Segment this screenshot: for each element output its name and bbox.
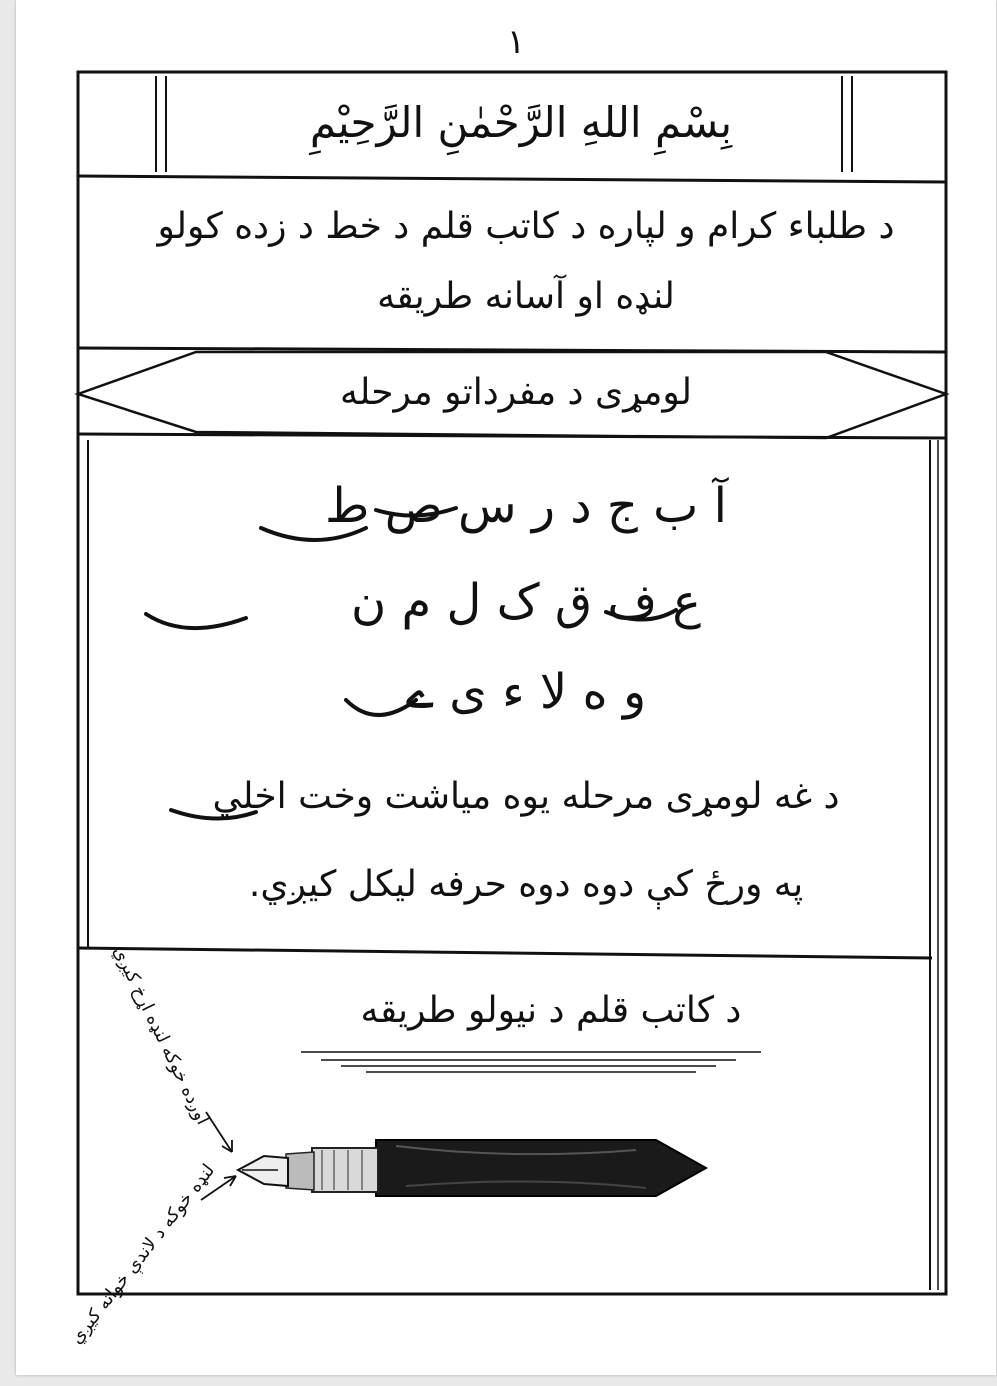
pen-annotation-top: اوږده خوکه لنډه اړخ کیږي bbox=[108, 942, 214, 1129]
pen-section-title: د کاتب قلم د نیولو طریقه bbox=[360, 990, 742, 1031]
body-line-2: په ورځ کې دوه دوه حرفه لیکل کیږي. bbox=[248, 864, 804, 905]
title-line-1: د طلباء کرام و لپاره د کاتب قلم د خط د زده کولو bbox=[157, 206, 895, 247]
basmala-heading: بِسْمِ اللهِ الرَّحْمٰنِ الرَّحِيْمِ bbox=[309, 98, 733, 147]
calligraphy-pen-illustration bbox=[238, 1140, 706, 1196]
stage-title: لومړی د مفرداتو مرحله bbox=[340, 372, 692, 413]
document-page bbox=[16, 0, 996, 1375]
pen-annotation-bottom: لنډه خوکه د لاندې خواته کیږي bbox=[65, 1160, 220, 1349]
letters-row-1: آ ب ج د ر س ص ط bbox=[325, 478, 727, 534]
letters-row-3: و ه لا ء ی ے bbox=[405, 664, 647, 720]
letters-row-2: ع ف ق ک ل م ن bbox=[351, 574, 701, 630]
body-line-1: د غه لومړی مرحله یوه میاشت وخت اخلي bbox=[212, 776, 840, 817]
title-line-2: لنډه او آسانه طریقه bbox=[377, 276, 675, 317]
page-number: ۱ bbox=[506, 22, 526, 62]
